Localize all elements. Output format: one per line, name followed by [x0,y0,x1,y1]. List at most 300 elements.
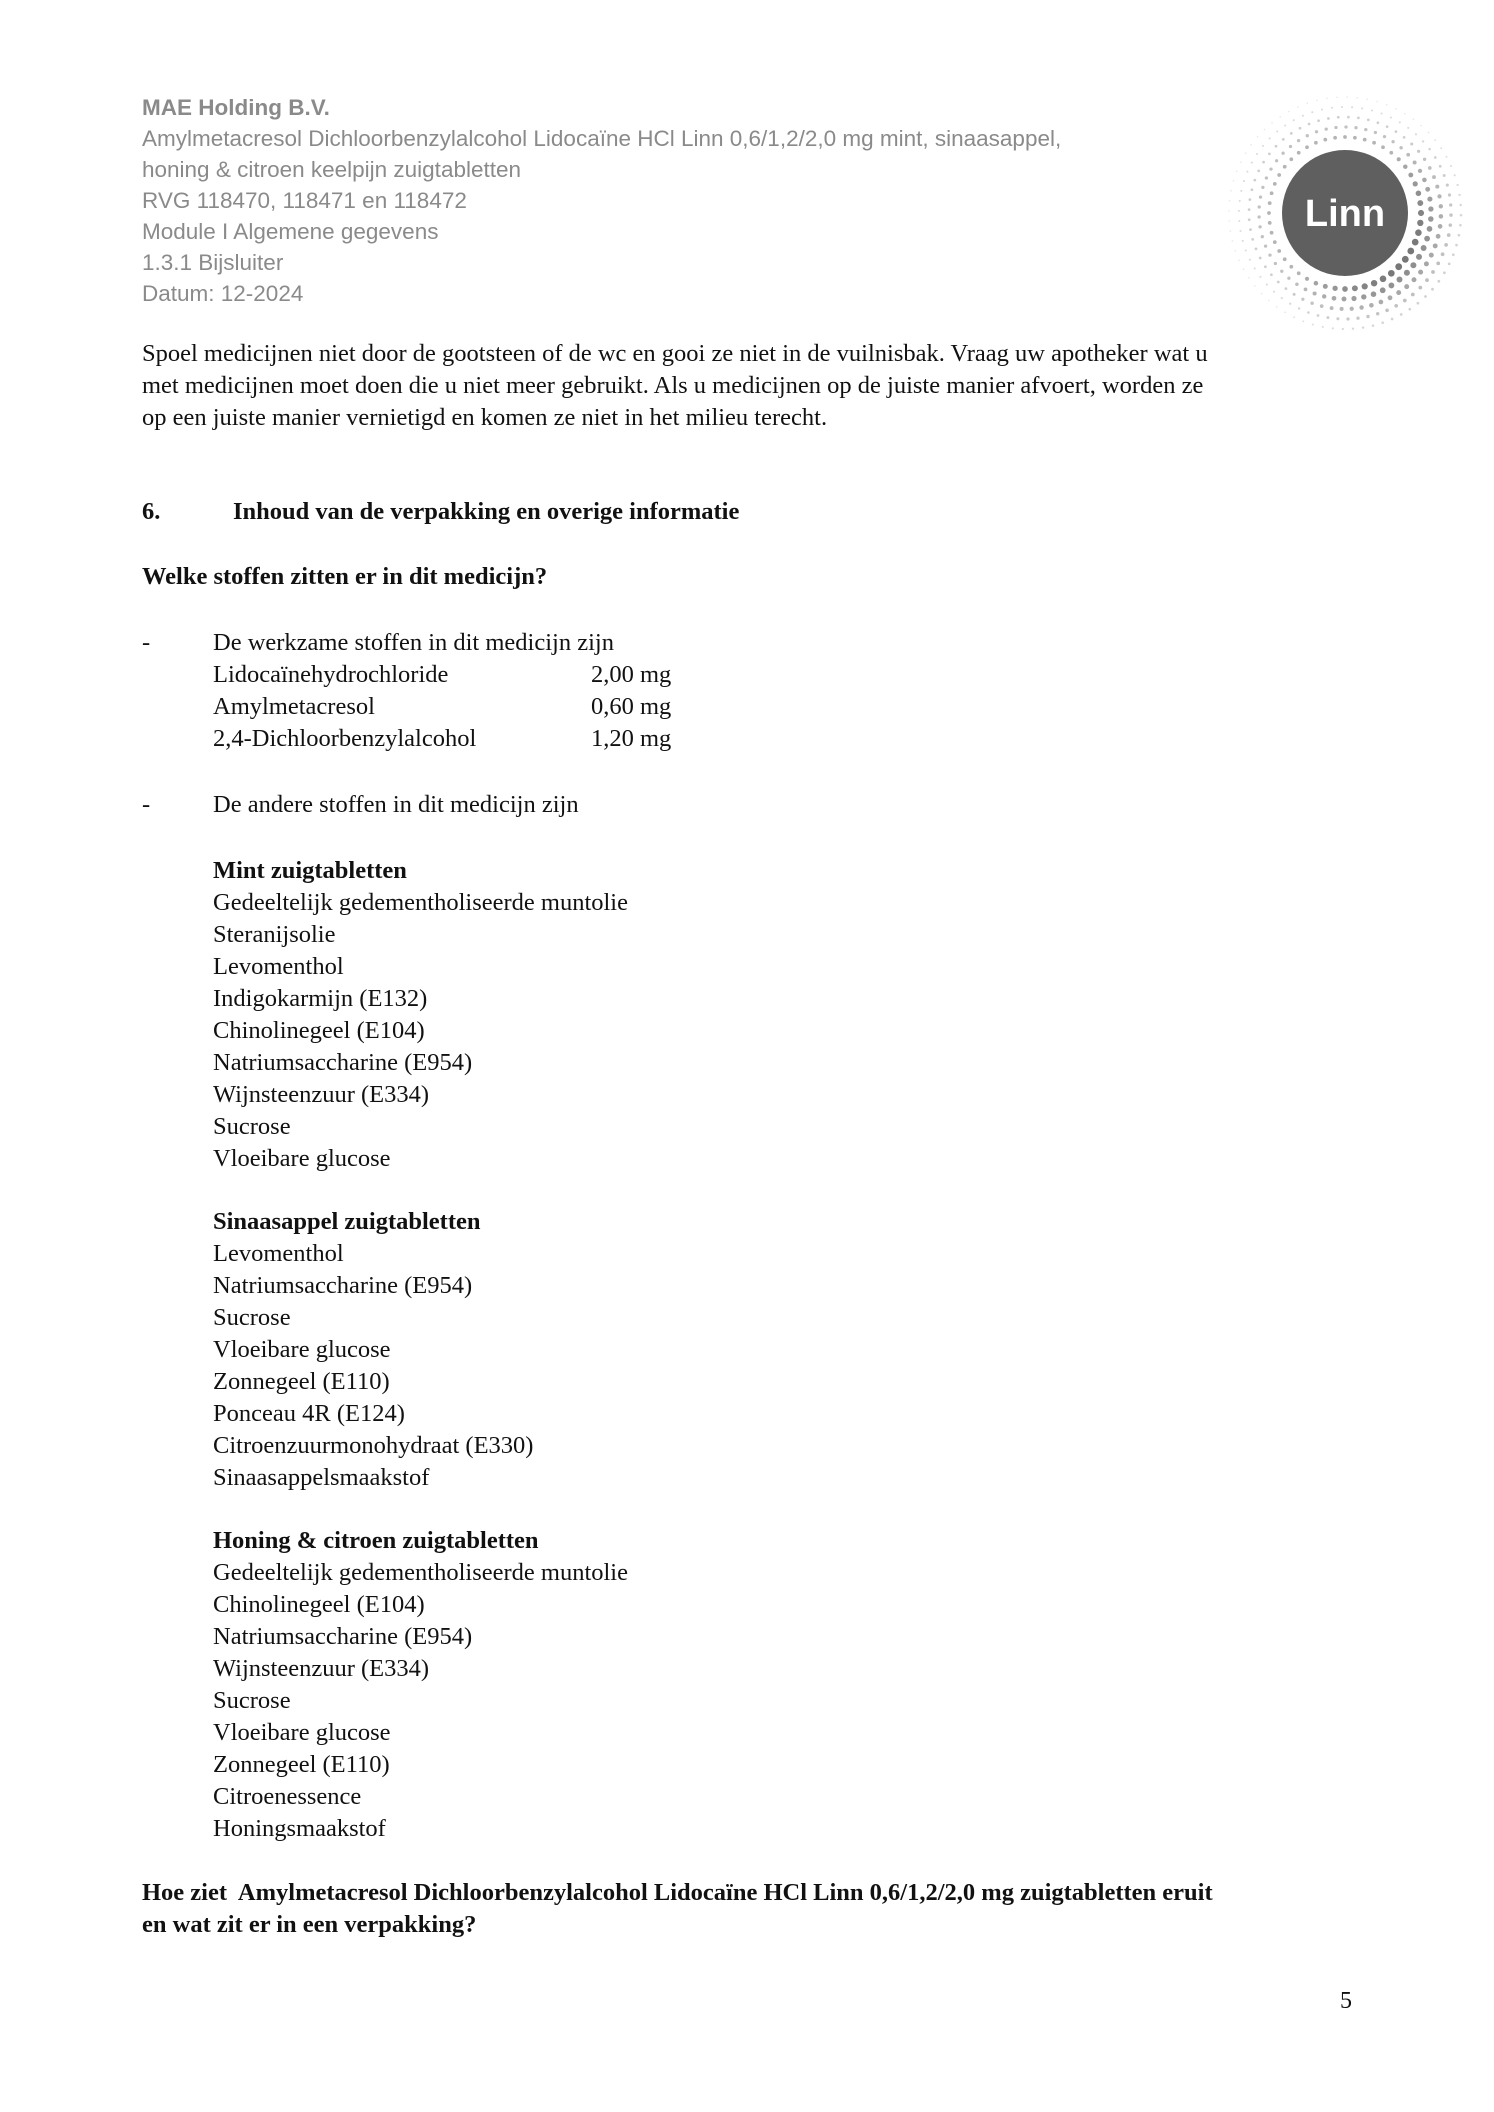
logo-dot [1264,265,1267,268]
logo-dot [1347,116,1350,119]
logo-dot [1435,185,1439,189]
dash-bullet: - [142,791,151,818]
logo-dot [1440,147,1442,149]
logo-dot [1276,306,1278,308]
list-item: Levomenthol [213,953,344,980]
logo-dot [1450,165,1452,167]
logo-dot [1371,291,1377,297]
logo-dot [1410,262,1416,268]
logo-dot [1246,171,1248,173]
logo-dot [1307,311,1310,314]
logo-dot [1342,328,1344,330]
logo-dot [1371,280,1377,286]
logo-dot [1446,184,1449,187]
logo-dot [1284,312,1286,314]
logo-dot [1270,231,1274,235]
logo-dot [1268,201,1272,205]
logo-dot [1255,248,1258,251]
logo-dot [1342,286,1348,292]
logo-dot [1257,215,1260,218]
logo-dot [1354,126,1357,129]
subheading: Welke stoffen zitten er in dit medicijn? [142,563,548,590]
logo-dot [1267,211,1271,215]
logo-dot [1386,104,1388,106]
logo-dot [1269,137,1271,139]
list-item: Sucrose [213,1304,291,1331]
logo-dot [1361,294,1366,299]
logo-dot [1248,277,1250,279]
logo-dot [1362,326,1364,328]
logo-dot [1408,173,1413,178]
logo-dot [1262,145,1264,147]
logo-dot [1289,265,1293,269]
logo-dot [1239,200,1241,202]
logo-dot [1240,190,1242,192]
logo-dot [1236,171,1238,173]
logo-dot [1388,295,1393,300]
logo-dot [1372,141,1376,145]
logo-dot [1261,186,1264,189]
logo-dot [1424,261,1429,266]
sinaasappel-group [213,1206,1362,1494]
logo-dot [1283,165,1287,169]
document-body [142,338,1362,1941]
logo-dot [1257,136,1259,138]
list-item: Gedeeltelijk gedementholiseerde muntolie [213,889,628,916]
logo-dot [1397,157,1401,161]
logo-dot [1418,286,1422,290]
logo-dot [1367,119,1370,122]
logo-dot [1302,320,1304,322]
logo-dot [1277,281,1280,284]
logo-dot [1320,304,1324,308]
logo-dot [1418,169,1422,173]
logo-dot [1307,103,1309,105]
logo-dot [1295,283,1299,287]
logo-dot [1262,161,1265,164]
logo-dot [1449,213,1452,216]
logo-dot [1297,271,1301,275]
logo-dot [1351,296,1356,301]
logo-dot [1238,259,1240,261]
list-item: Citroenzuurmonohydraat (E330) [213,1432,534,1459]
logo-dot [1364,128,1367,131]
logo-dot [1366,98,1368,100]
logo-dot [1352,328,1354,330]
list-item: Indigokarmijn (E132) [213,985,428,1012]
list-item: Gedeeltelijk gedementholiseerde muntolie [213,1559,628,1586]
logo-dot [1243,180,1245,182]
logo-dot [1366,315,1369,318]
list-item: Citroenessence [213,1783,362,1810]
logo-dot [1420,125,1422,127]
logo-dot [1447,233,1451,237]
logo-dot [1259,195,1262,198]
header-line: Datum: 12-2024 [142,281,304,306]
logo-dot [1289,303,1291,305]
logo-dot [1268,300,1270,302]
logo-dot [1433,243,1438,248]
logo-dot [1386,125,1389,128]
logo-dot [1297,151,1301,155]
logo-dot [1239,230,1241,232]
logo-dot [1399,146,1402,149]
list-item: Sinaasappelsmaakstof [213,1464,430,1491]
logo-dot [1266,284,1268,286]
logo-dot [1400,313,1403,316]
logo-dot [1439,204,1443,208]
logo-dot [1394,304,1398,308]
logo-dot [1377,121,1380,124]
logo-dot [1444,243,1448,247]
section-heading [142,496,1362,528]
logo-dot [1330,306,1334,310]
logo-dot [1302,115,1304,117]
logo-dot [1417,302,1420,305]
logo-dot [1322,294,1326,298]
logo-dot [1326,98,1328,100]
logo-dot [1421,245,1427,251]
logo-dot [1403,136,1406,139]
list-item: Wijnsteenzuur (E334) [213,1655,430,1682]
logo-dot [1230,230,1232,232]
list-item: Wijnsteenzuur (E334) [213,1081,430,1108]
header-line: RVG 118470, 118471 en 118472 [142,188,467,213]
list-item: Zonnegeel (E110) [213,1368,390,1395]
list-item: Steranijsolie [213,921,336,948]
paragraph-line: op een juiste manier vernietigd en komen ze niet in het milieu terecht. [142,404,828,431]
logo-dot [1256,153,1258,155]
logo-dot [1283,257,1287,261]
logo-dot [1374,131,1377,134]
substance-amount: 2,00 mg [591,661,672,688]
group-title: Sinaasappel zuigtabletten [213,1208,481,1235]
logo-dot [1306,134,1309,137]
substance-name: Lidocaïnehydrochloride [213,661,449,688]
list-item: Chinolinegeel (E104) [213,1591,425,1618]
logo-dot [1251,188,1254,191]
list-item: Vloeibare glucose [213,1719,391,1746]
logo-dot [1248,208,1251,211]
logo-dot [1249,228,1252,231]
logo-dot [1439,165,1442,168]
logo-dot [1411,293,1415,297]
logo-dot [1337,116,1340,119]
list-item: Natriumsaccharine (E954) [213,1049,473,1076]
logo-dot [1314,281,1319,286]
list-item: Vloeibare glucose [213,1145,391,1172]
logo-dot [1273,240,1277,244]
logo-dot [1316,100,1318,102]
logo-dot [1261,235,1264,238]
logo-dot [1431,288,1434,291]
logo-dot [1434,139,1436,141]
logo-dot [1436,262,1440,266]
logo-dot [1459,204,1461,206]
logo-dot [1416,254,1422,260]
logo-dot [1251,238,1254,241]
logo-dot [1258,205,1261,208]
logo-dot [1274,262,1277,265]
logo-dot [1323,284,1328,289]
logo-dot [1428,216,1434,222]
table-row [213,691,1362,723]
logo-dot [1254,267,1256,269]
substance-amount: 0,60 mg [591,693,672,720]
logo-dot [1403,164,1407,168]
logo-dot [1425,278,1429,282]
logo-dot [1403,299,1407,303]
logo-dot [1372,324,1375,327]
table-row [213,723,1362,755]
logo-dot [1270,191,1274,195]
logo-dot [1332,286,1337,291]
logo-dot [1410,143,1413,146]
logo-dot [1305,145,1309,149]
logo-dot [1361,107,1363,109]
logo-dot [1459,224,1462,227]
logo-dot [1271,122,1273,124]
logo-dot [1395,108,1397,110]
logo-dot [1388,282,1394,288]
logo-dot [1422,140,1424,142]
logo-dot [1344,125,1347,128]
logo-dot [1363,138,1367,142]
logo-dot [1310,301,1313,304]
logo-dot [1417,150,1420,153]
logo-dot [1448,193,1451,196]
logo-dot [1297,139,1300,142]
logo-dot [1427,226,1433,232]
logo-dot [1424,236,1430,242]
logo-dot [1407,127,1409,129]
header-line: Amylmetacresol Dichloorbenzylalcohol Lidocaïne HCl Linn 0,6/1,2/2,0 mg mint, sinaasappel, [142,126,1062,151]
logo-dot [1356,97,1358,99]
logo-dot [1279,116,1281,118]
logo-dot [1395,130,1398,133]
heading-line: Hoe ziet Amylmetacresol Dichloorbenzylalcohol Lidocaïne HCl Linn 0,6/1,2/2,0 mg zuigtabletten eruit [142,1879,1213,1906]
logo-dot [1407,248,1414,255]
disposal-paragraph [142,338,1362,434]
document-header [142,92,1202,309]
logo-dot [1232,240,1234,242]
logo-dot [1404,113,1406,115]
logo-dot [1391,318,1394,321]
appearance-heading [142,1877,1362,1941]
logo-dot [1228,210,1230,212]
dash-bullet: - [142,629,151,656]
logo-dot [1399,121,1401,123]
logo-dot [1422,178,1427,183]
logo-dot [1270,273,1273,276]
list-item: Chinolinegeel (E104) [213,1017,425,1044]
header-line: honing & citroen keelpijn zuigtabletten [142,157,522,182]
group-title: Mint zuigtabletten [213,857,407,884]
logo-dot [1408,308,1411,311]
logo-dot [1257,170,1260,173]
logo-dot [1351,106,1353,108]
logo-dot [1415,133,1417,135]
logo-dot [1264,129,1266,131]
logo-dot [1261,293,1263,295]
logo-dot [1253,179,1256,182]
logo-dot [1332,296,1337,301]
logo-dot [1333,136,1337,140]
logo-dot [1353,136,1357,140]
logo-dot [1359,305,1363,309]
logo-dot [1397,277,1403,283]
logo-dot [1460,214,1463,217]
logo-dot [1245,249,1247,251]
logo-dot [1428,206,1433,211]
list-item: Levomenthol [213,1240,344,1267]
logo-dot [1436,234,1441,239]
logo-dot [1357,117,1360,120]
logo-dot [1425,187,1430,192]
logo-dot [1290,132,1293,135]
logo-dot [1242,240,1244,242]
header-line: Module I Algemene gegevens [142,219,439,244]
logo-dot [1305,277,1309,281]
list-item: Natriumsaccharine (E954) [213,1272,473,1299]
logo-dot [1281,152,1284,155]
logo-dot [1273,291,1275,293]
logo-dot [1230,190,1232,192]
other-substances [142,789,1362,821]
logo-dot [1341,106,1343,108]
logo-dot [1268,221,1272,225]
list-item: Natriumsaccharine (E954) [213,1623,473,1650]
paragraph-line: Spoel medicijnen niet door de gootsteen of de wc en gooi ze niet in de vuilnisbak. Vraag uw apotheker wat u [142,340,1208,367]
active-substances [142,627,1362,755]
logo-dot [1265,176,1268,179]
logo-dot [1455,244,1458,247]
logo-dot [1388,270,1395,277]
logo-dot [1371,109,1373,111]
logo-dot [1389,151,1393,155]
logo-dot [1282,138,1285,141]
logo-dot [1424,295,1427,298]
logo-dot [1258,225,1261,228]
substance-name: Amylmetacresol [213,693,375,720]
logo-dot [1434,156,1437,159]
logo-dot [1413,160,1417,164]
section-title: Inhoud van de verpakking en overige informatie [233,498,740,525]
logo-dot [1395,263,1402,270]
logo-dot [1293,316,1295,318]
logo-dot [1277,249,1281,253]
logo-dot [1376,101,1378,103]
group-title: Honing & citroen zuigtabletten [213,1527,539,1554]
logo-dot [1248,218,1251,221]
logo-dot [1369,303,1374,308]
logo-dot [1340,307,1344,311]
logo-dot [1326,316,1329,319]
other-intro: De andere stoffen in dit medicijn zijn [213,791,579,818]
logo-dot [1275,145,1278,148]
active-intro: De werkzame stoffen in dit medicijn zijn [213,629,614,656]
logo-dot [1268,153,1271,156]
logo-dot [1428,132,1430,134]
heading-line: en wat zit er in een verpakking? [142,1911,477,1938]
logo-dot [1235,250,1237,252]
logo-dot [1417,220,1423,226]
logo-dot [1299,127,1302,130]
logo-dot [1350,307,1354,311]
logo-dot [1238,220,1240,222]
logo-dot [1334,126,1337,129]
section-number: 6. [142,498,161,525]
logo-dot [1404,284,1409,289]
logo-dot [1285,287,1288,290]
logo-dot [1428,166,1432,170]
logo-dot [1437,194,1441,198]
logo-dot [1445,156,1447,158]
logo-dot [1362,283,1368,289]
logo-dot [1229,200,1231,202]
logo-dot [1352,285,1358,291]
logo-dot [1458,194,1460,196]
logo-dot [1233,180,1235,182]
logo-dot [1454,174,1456,176]
logo-dot [1327,117,1330,120]
logo-dot [1381,145,1385,149]
honing-citroen-group [213,1525,1362,1845]
logo-dot [1443,271,1446,274]
logo-dot [1268,253,1271,256]
list-item: Sucrose [213,1113,291,1140]
logo-dot [1322,326,1324,328]
logo-dot [1439,214,1444,219]
logo-dot [1254,285,1256,287]
logo-dot [1396,290,1401,295]
logo-dot [1275,159,1278,162]
logo-dot [1264,244,1267,247]
logo-dot [1259,276,1261,278]
substance-amount: 1,20 mg [591,725,672,752]
logo-dot [1343,135,1347,139]
logo-dot [1273,182,1277,186]
logo-dot [1251,162,1253,164]
logo-dot [1406,153,1410,157]
list-item: Ponceau 4R (E124) [213,1400,405,1427]
logo-dot [1379,300,1384,305]
logo-dot [1418,270,1423,275]
logo-dot [1381,321,1384,324]
logo-dot [1428,148,1431,151]
list-item: Zonnegeel (E110) [213,1751,390,1778]
logo-dot [1289,145,1292,148]
logo-dot [1415,229,1422,236]
logo-dot [1304,287,1308,291]
logo-dot [1437,280,1440,283]
logo-dot [1376,312,1380,316]
logo-dot [1313,291,1317,295]
logo-dot [1427,197,1432,202]
table-row [213,659,1362,691]
logo-dot [1336,97,1338,99]
logo-dot [1390,116,1392,118]
logo-dot [1243,268,1245,270]
logo-dot [1380,276,1387,283]
logo-dot [1249,198,1252,201]
logo-dot [1432,175,1436,179]
logo-dot [1413,118,1415,120]
logo-dot [1417,200,1423,206]
logo-dot [1449,203,1452,206]
logo-dot [1418,210,1424,216]
logo-dot [1342,297,1347,302]
